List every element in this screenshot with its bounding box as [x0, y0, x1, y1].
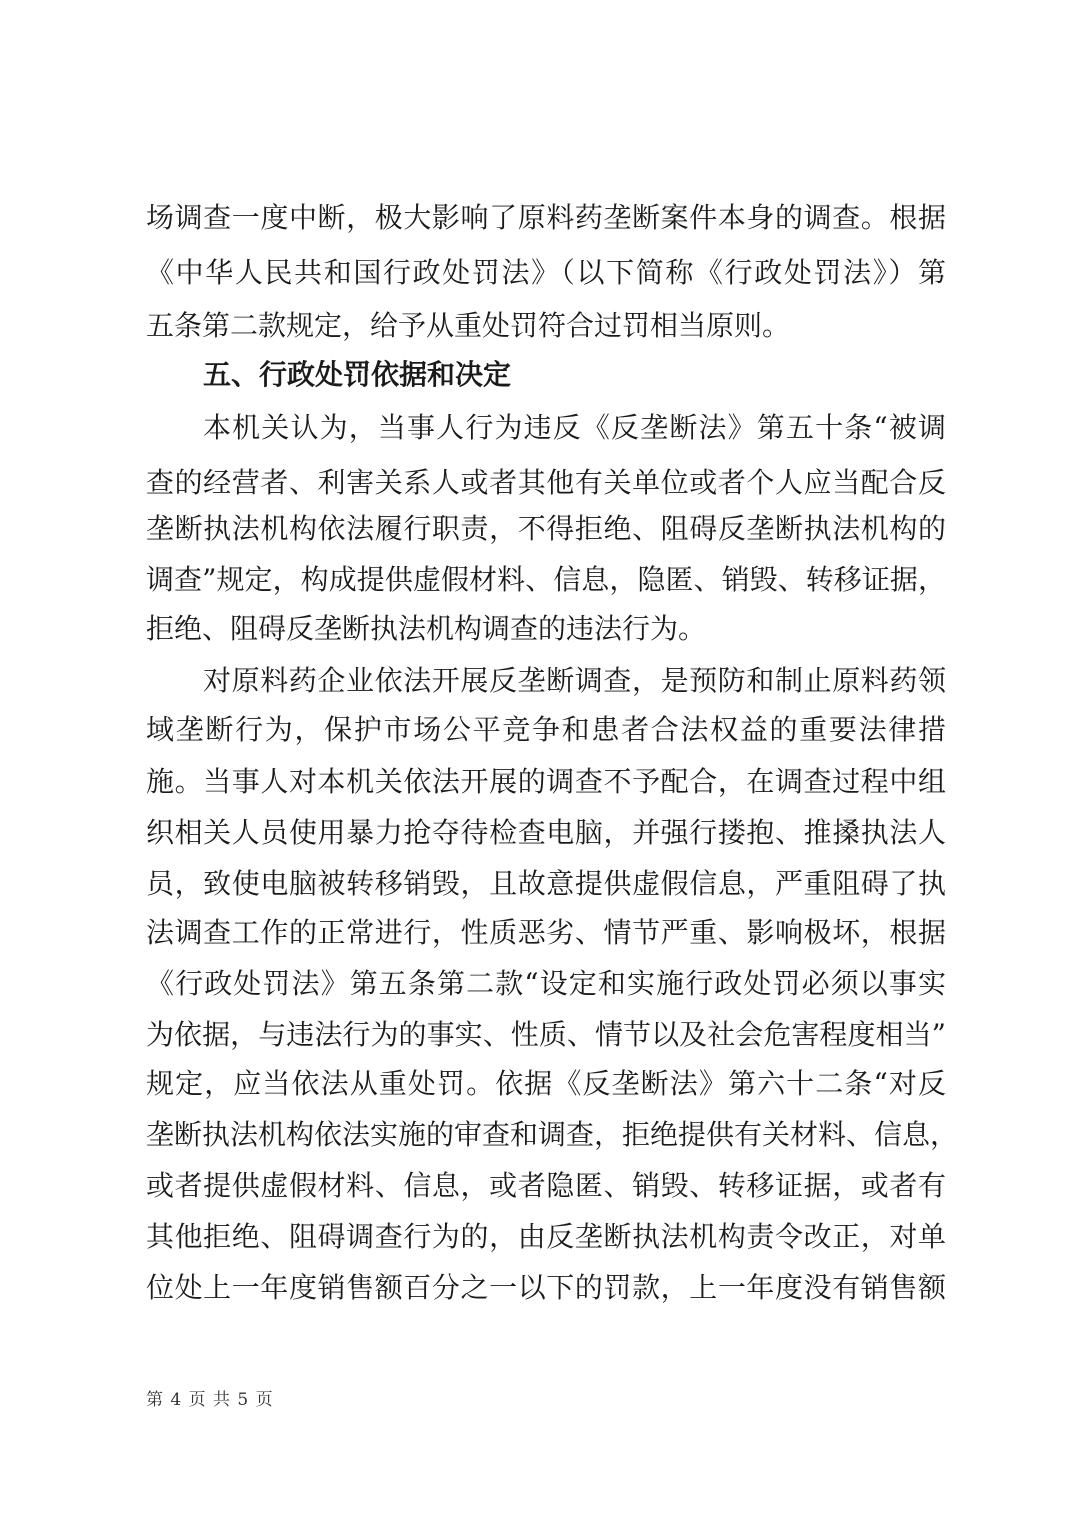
paragraph-line: 垄断执法机构依法履行职责，不得拒绝、阻碍反垄断执法机构的 — [146, 512, 946, 545]
paragraph-line: 《行政处罚法》第五条第二款“设定和实施行政处罚必须以事实 — [146, 967, 946, 1000]
paragraph-line: 拒绝、阻碍反垄断执法机构调查的违法行为。 — [146, 612, 707, 645]
paragraph-line: 场调查一度中断，极大影响了原料药垄断案件本身的调查。根据 — [146, 201, 946, 234]
paragraph-line: 员，致使电脑被转移销毁，且故意提供虚假信息，严重阻碍了执 — [146, 867, 946, 900]
paragraph-line: 位处上一年度销售额百分之一以下的罚款，上一年度没有销售额 — [146, 1271, 946, 1304]
paragraph-line: 织相关人员使用暴力抢夺待检查电脑，并强行搂抱、推搡执法人 — [146, 816, 946, 849]
paragraph-line: 规定，应当依法从重处罚。依据《反垄断法》第六十二条“对反 — [146, 1067, 946, 1100]
paragraph-line: 查的经营者、利害关系人或者其他有关单位或者个人应当配合反 — [146, 466, 946, 499]
paragraph-line: 或者提供虚假材料、信息，或者隐匿、销毁、转移证据，或者有 — [146, 1169, 946, 1202]
paragraph-line: 对原料药企业依法开展反垄断调查，是预防和制止原料药领 — [203, 664, 946, 697]
paragraph-line: 《中华人民共和国行政处罚法》（以下简称《行政处罚法》）第 — [146, 256, 946, 289]
section-heading: 五、行政处罚依据和决定 — [203, 358, 512, 391]
paragraph-line: 法调查工作的正常进行，性质恶劣、情节严重、影响极坏，根据 — [146, 916, 946, 949]
paragraph-line: 垄断执法机构依法实施的审查和调查，拒绝提供有关材料、信息， — [146, 1118, 959, 1151]
paragraph-line: 五条第二款规定，给予从重处罚符合过罚相当原则。 — [146, 309, 791, 342]
page-number-footer: 第 4 页 共 5 页 — [146, 1390, 274, 1410]
paragraph-line: 其他拒绝、阻碍调查行为的，由反垄断执法机构责令改正，对单 — [146, 1220, 946, 1253]
paragraph-line: 域垄断行为，保护市场公平竞争和患者合法权益的重要法律措 — [146, 713, 946, 746]
paragraph-line: 本机关认为，当事人行为违反《反垄断法》第五十条“被调 — [203, 411, 946, 444]
paragraph-line: 调查”规定，构成提供虚假材料、信息，隐匿、销毁、转移证据， — [146, 563, 946, 596]
paragraph-line: 施。当事人对本机关依法开展的调查不予配合，在调查过程中组 — [146, 765, 946, 798]
paragraph-line: 为依据，与违法行为的事实、性质、情节以及社会危害程度相当” — [146, 1018, 946, 1051]
